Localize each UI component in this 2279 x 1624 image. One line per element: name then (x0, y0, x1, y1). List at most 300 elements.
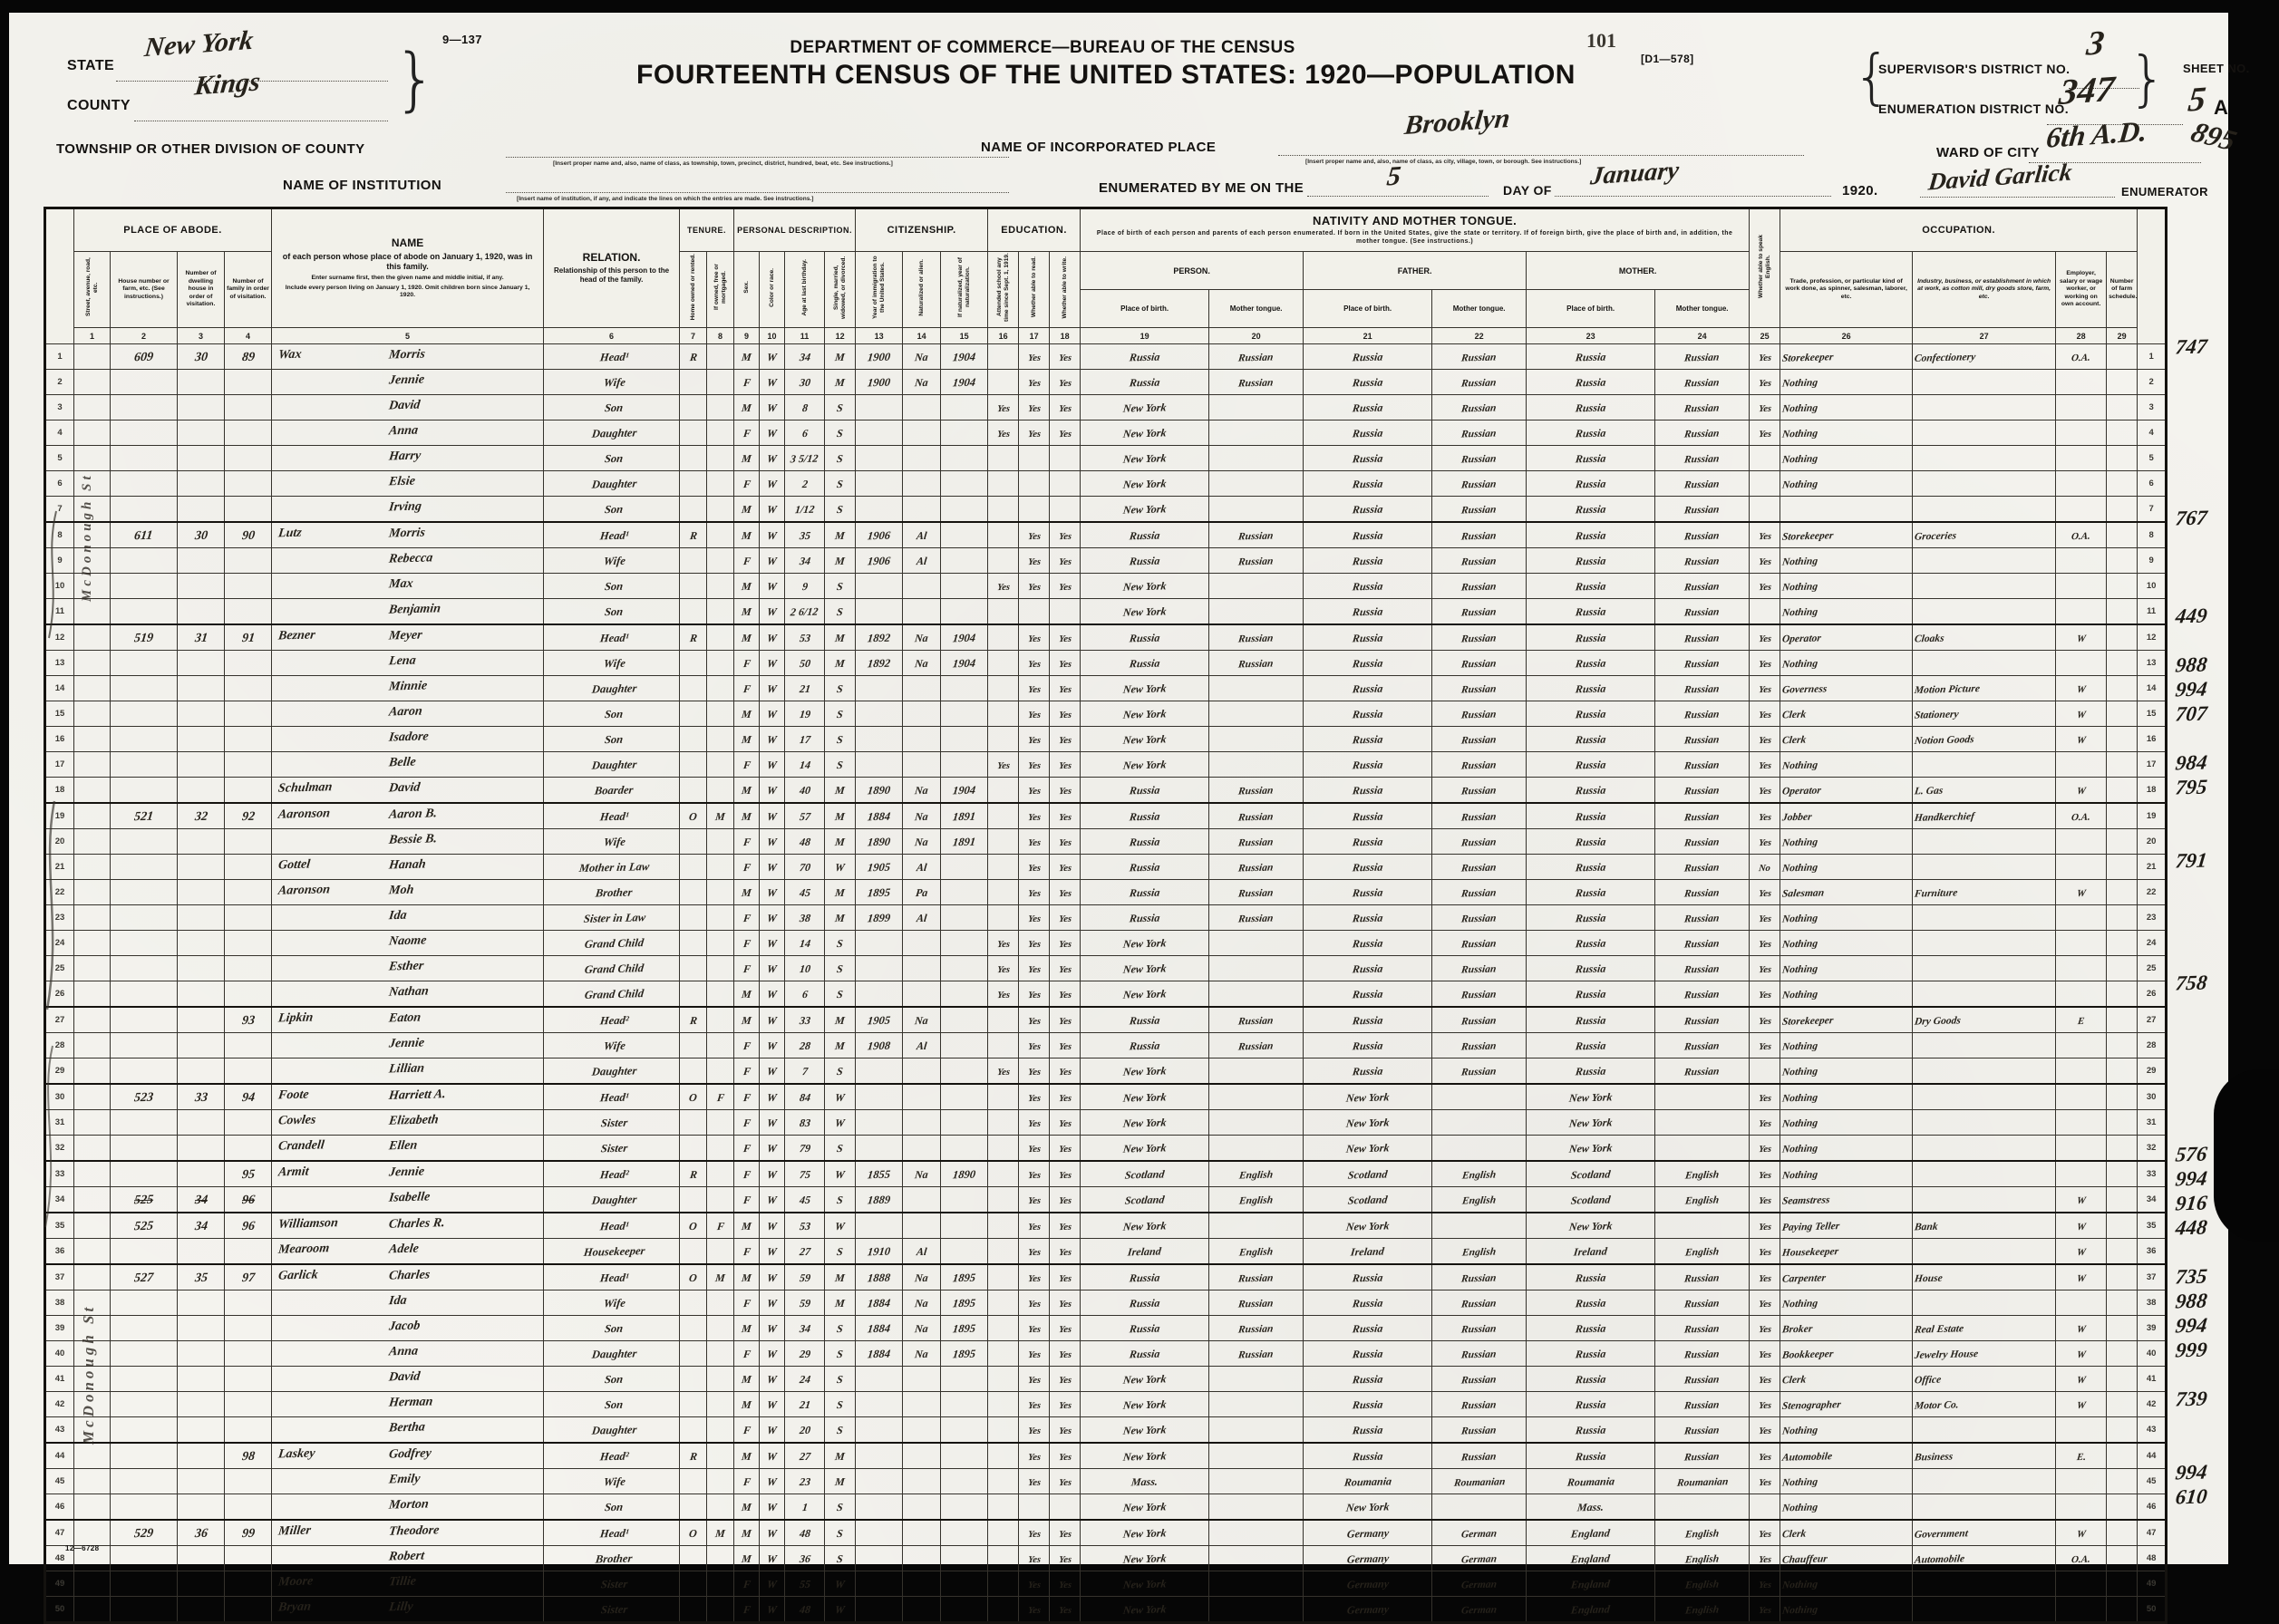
cell-pb: Russia (1081, 1290, 1209, 1316)
cell-pb: New York (1081, 676, 1209, 701)
cell-imm: 1900 (856, 370, 903, 395)
cell-write: Yes (1050, 1007, 1081, 1033)
cell-emp: O.A. (2056, 344, 2107, 370)
cell-ft: Russian (1432, 1341, 1527, 1367)
cell-sch (988, 1161, 1019, 1187)
cell-name: Belle (272, 752, 544, 778)
cell-ten1 (680, 931, 707, 956)
cell-name: Crandell Ellen (272, 1136, 544, 1162)
cell-emp: W (2056, 1187, 2107, 1213)
cell-natyr (941, 931, 988, 956)
cell-write: Yes (1050, 829, 1081, 855)
cell-mt: Russian (1655, 1007, 1750, 1033)
cell-ten2 (707, 855, 734, 880)
cell-sch (988, 1110, 1019, 1136)
cell-mt: Russian (1655, 905, 1750, 931)
cell-mb: New York (1527, 1110, 1655, 1136)
cell-emp (2056, 1058, 2107, 1085)
table-row (45, 1520, 2167, 1546)
cell-ft: German (1432, 1597, 1527, 1623)
cell-pt: Russian (1209, 624, 1304, 651)
cell-color: W (760, 574, 785, 599)
cell-emp (2056, 956, 2107, 981)
cell-mt: English (1655, 1571, 1750, 1597)
cell-mar: S (825, 1136, 856, 1162)
cell-fam (225, 1392, 272, 1417)
cell-name: Laskey Godfrey (272, 1443, 544, 1469)
cell-mt: Russian (1655, 676, 1750, 701)
cell-ln: 39 (45, 1316, 74, 1341)
cell-mt: Russian (1655, 752, 1750, 778)
cell-read: Yes (1019, 370, 1050, 395)
cell-eng (1750, 446, 1780, 471)
cell-emp: O.A. (2056, 1546, 2107, 1571)
cell-ft: Russian (1432, 778, 1527, 804)
cell-ind (1913, 1239, 2056, 1265)
cell-write: Yes (1050, 1058, 1081, 1085)
cell-ten1 (680, 1469, 707, 1494)
cell-pb: New York (1081, 1084, 1209, 1110)
cell-mb: Russia (1527, 727, 1655, 752)
cell-sex: F (734, 1187, 760, 1213)
cell-read: Yes (1019, 701, 1050, 727)
cell-ten1 (680, 1494, 707, 1521)
cell-sex: M (734, 880, 760, 905)
cell-mt: Russian (1655, 880, 1750, 905)
cell-nat (903, 931, 941, 956)
cell-fam (225, 1290, 272, 1316)
cell-sch (988, 1546, 1019, 1571)
cell-mt: Russian (1655, 1417, 1750, 1444)
cell-ft: Russian (1432, 676, 1527, 701)
cell-read: Yes (1019, 1033, 1050, 1058)
cell-dwell: 30 (178, 522, 225, 548)
cell-sch (988, 1443, 1019, 1469)
cell-pt: Russian (1209, 1341, 1304, 1367)
cell-mt: Russian (1655, 344, 1750, 370)
cell-rel: Head¹ (544, 1264, 680, 1290)
cell-mb: Roumania (1527, 1469, 1655, 1494)
cell-imm: 1910 (856, 1239, 903, 1265)
cell-sch (988, 855, 1019, 880)
cell-write: Yes (1050, 624, 1081, 651)
cell-ln: 34 (45, 1187, 74, 1213)
cell-eng: Yes (1750, 1264, 1780, 1290)
cell-pb: New York (1081, 1597, 1209, 1623)
cell-fam (225, 1469, 272, 1494)
cell-write: Yes (1050, 1136, 1081, 1162)
cell-fam (225, 855, 272, 880)
cell-rel: Daughter (544, 1187, 680, 1213)
cell-ft: Russian (1432, 471, 1527, 497)
cell-eng: No (1750, 855, 1780, 880)
cell-age: 2 6/12 (785, 599, 825, 625)
cell-rel: Son (544, 701, 680, 727)
cell-rel: Son (544, 1494, 680, 1521)
cell-mb: Russia (1527, 1443, 1655, 1469)
state-value: New York (142, 24, 256, 63)
cell-ft: Russian (1432, 1417, 1527, 1444)
cell-dwell (178, 1341, 225, 1367)
cell-ten2: M (707, 1520, 734, 1546)
cell-fam (225, 548, 272, 574)
cell-natyr (941, 1520, 988, 1546)
cell-pt: Russian (1209, 344, 1304, 370)
cell-ln: 26 (45, 981, 74, 1008)
cell-mt: Russian (1655, 956, 1750, 981)
cell-sex: F (734, 956, 760, 981)
cell-pt: Russian (1209, 829, 1304, 855)
cell-lnR: 34 (2138, 1187, 2167, 1213)
cell-name: Emily (272, 1469, 544, 1494)
cell-mar: S (825, 497, 856, 523)
cell-pt (1209, 1597, 1304, 1623)
cell-color: W (760, 1571, 785, 1597)
cell-street (74, 599, 111, 625)
cell-ind: Dry Goods (1913, 1007, 2056, 1033)
cell-dwell: 34 (178, 1213, 225, 1239)
cell-natyr (941, 471, 988, 497)
cell-fb: Russia (1304, 548, 1432, 574)
cell-fam (225, 956, 272, 981)
cell-rel: Head¹ (544, 522, 680, 548)
cell-rel: Wife (544, 829, 680, 855)
col-naturalization-year-header: If naturalized, year of naturalization. (941, 252, 988, 328)
cell-pb: Mass. (1081, 1469, 1209, 1494)
cell-imm: 1906 (856, 522, 903, 548)
incorporated-note: [Insert proper name and, also, name of class, as city, village, town, or borough. See instructions.] (1305, 159, 1582, 165)
margin-number: 610 (2174, 1484, 2209, 1509)
cell-name: Minnie (272, 676, 544, 701)
cell-lnR: 36 (2138, 1239, 2167, 1265)
cell-age: 17 (785, 727, 825, 752)
cell-dwell (178, 651, 225, 676)
table-row (45, 574, 2167, 599)
cell-ind (1913, 1084, 2056, 1110)
cell-imm: 1888 (856, 1264, 903, 1290)
cell-lnR: 17 (2138, 752, 2167, 778)
cell-emp (2056, 471, 2107, 497)
cell-emp: W (2056, 1239, 2107, 1265)
cell-ft: Russian (1432, 497, 1527, 523)
cell-sch (988, 1597, 1019, 1623)
cell-natyr (941, 1033, 988, 1058)
table-row (45, 1213, 2167, 1239)
table-row (45, 855, 2167, 880)
cell-ten1: R (680, 1161, 707, 1187)
cell-ten1 (680, 497, 707, 523)
cell-ind (1913, 1136, 2056, 1162)
cell-color: W (760, 420, 785, 446)
cell-nat (903, 497, 941, 523)
cell-pb: New York (1081, 956, 1209, 981)
table-row (45, 1469, 2167, 1494)
cell-color: W (760, 395, 785, 420)
cell-fb: Russia (1304, 701, 1432, 727)
cell-age: 10 (785, 956, 825, 981)
cell-emp: W (2056, 1392, 2107, 1417)
table-row (45, 1290, 2167, 1316)
cell-sch (988, 446, 1019, 471)
cell-rel: Sister (544, 1136, 680, 1162)
cell-ln: 20 (45, 829, 74, 855)
cell-mb: Russia (1527, 497, 1655, 523)
cell-occ: Nothing (1780, 855, 1913, 880)
cell-nat (903, 752, 941, 778)
cell-ten2 (707, 1392, 734, 1417)
cell-lnR: 29 (2138, 1058, 2167, 1085)
cell-fb: Russia (1304, 1392, 1432, 1417)
cell-sch (988, 1367, 1019, 1392)
table-row (45, 1187, 2167, 1213)
group-occupation: OCCUPATION. (1780, 208, 2138, 252)
margin-number: 988 (2174, 652, 2209, 677)
cell-fb: Russia (1304, 905, 1432, 931)
cell-nat (903, 1084, 941, 1110)
cell-rel: Housekeeper (544, 1239, 680, 1265)
cell-rel: Head¹ (544, 1520, 680, 1546)
cell-pt (1209, 599, 1304, 625)
cell-street (74, 624, 111, 651)
cell-mb: Russia (1527, 548, 1655, 574)
cell-read: Yes (1019, 1084, 1050, 1110)
cell-rel: Son (544, 574, 680, 599)
cell-lnR: 7 (2138, 497, 2167, 523)
enumerator-value: David Garlick (1926, 158, 2074, 196)
cell-nat: Na (903, 829, 941, 855)
cell-rel: Head² (544, 1443, 680, 1469)
cell-eng: Yes (1750, 1392, 1780, 1417)
cell-ten2 (707, 344, 734, 370)
cell-pt: English (1209, 1239, 1304, 1265)
col-school-header: Attended school any time since Sept. 1, 1919. (988, 252, 1019, 328)
cell-natyr: 1890 (941, 1161, 988, 1187)
cell-write: Yes (1050, 1367, 1081, 1392)
cell-ln: 37 (45, 1264, 74, 1290)
column-number-14: 14 (903, 328, 941, 344)
cell-occ: Nothing (1780, 370, 1913, 395)
cell-house: 521 (111, 803, 178, 829)
cell-street (74, 651, 111, 676)
cell-eng: Yes (1750, 752, 1780, 778)
cell-read: Yes (1019, 931, 1050, 956)
cell-age: 55 (785, 1571, 825, 1597)
cell-lnR: 22 (2138, 880, 2167, 905)
cell-mb: Scotland (1527, 1187, 1655, 1213)
cell-mt: Russian (1655, 1290, 1750, 1316)
group-place-of-abode: PLACE OF ABODE. (74, 208, 272, 252)
cell-fb: Scotland (1304, 1161, 1432, 1187)
cell-dwell (178, 370, 225, 395)
cell-emp: W (2056, 701, 2107, 727)
cell-house (111, 1494, 178, 1521)
cell-dwell (178, 395, 225, 420)
cell-occ: Nothing (1780, 1417, 1913, 1444)
cell-dwell: 36 (178, 1520, 225, 1546)
cell-eng: Yes (1750, 395, 1780, 420)
cell-natyr: 1904 (941, 344, 988, 370)
cell-ind: Automobile (1913, 1546, 2056, 1571)
col-house-number-header: House number or farm, etc. (See instructions.) (111, 252, 178, 328)
cell-sex: F (734, 752, 760, 778)
cell-farm (2107, 1392, 2138, 1417)
cell-ind: House (1913, 1264, 2056, 1290)
cell-fb: New York (1304, 1213, 1432, 1239)
cell-lnR: 25 (2138, 956, 2167, 981)
column-number-26: 26 (1780, 328, 1913, 344)
cell-ind: Groceries (1913, 522, 2056, 548)
cell-pb: Russia (1081, 1033, 1209, 1058)
cell-eng: Yes (1750, 1316, 1780, 1341)
cell-name: Anna (272, 1341, 544, 1367)
cell-rel: Wife (544, 1033, 680, 1058)
cell-imm (856, 574, 903, 599)
cell-mb: Russia (1527, 803, 1655, 829)
cell-emp: W (2056, 1213, 2107, 1239)
cell-age: 21 (785, 1392, 825, 1417)
table-row (45, 1316, 2167, 1341)
cell-sex: F (734, 931, 760, 956)
cell-rel: Wife (544, 651, 680, 676)
cell-write: Yes (1050, 676, 1081, 701)
cell-write: Yes (1050, 344, 1081, 370)
cell-lnR: 3 (2138, 395, 2167, 420)
column-english-header: Whether able to speak English. (1750, 208, 1780, 328)
cell-dwell: 34 (178, 1187, 225, 1213)
cell-ln: 43 (45, 1417, 74, 1444)
cell-farm (2107, 880, 2138, 905)
cell-mb: Russia (1527, 370, 1655, 395)
cell-rel: Boarder (544, 778, 680, 804)
cell-fb: Russia (1304, 1316, 1432, 1341)
cell-read: Yes (1019, 1392, 1050, 1417)
cell-occ: Nothing (1780, 1571, 1913, 1597)
day-of-label: DAY OF (1503, 183, 1552, 198)
cell-natyr (941, 522, 988, 548)
cell-natyr (941, 446, 988, 471)
cell-fam (225, 1571, 272, 1597)
cell-read: Yes (1019, 1341, 1050, 1367)
cell-read: Yes (1019, 1239, 1050, 1265)
cell-fb: Germany (1304, 1520, 1432, 1546)
cell-pt (1209, 420, 1304, 446)
table-row (45, 931, 2167, 956)
cell-color: W (760, 676, 785, 701)
cell-ind (1913, 1161, 2056, 1187)
cell-name: Bertha (272, 1417, 544, 1444)
cell-name: Robert (272, 1546, 544, 1571)
cell-eng: Yes (1750, 905, 1780, 931)
cell-ln: 48 (45, 1546, 74, 1571)
cell-ten2 (707, 471, 734, 497)
table-row (45, 1392, 2167, 1417)
cell-write: Yes (1050, 1316, 1081, 1341)
cell-occ: Governess (1780, 676, 1913, 701)
cell-pb: New York (1081, 574, 1209, 599)
col-owned-rented-header: Home owned or rented. (680, 252, 707, 328)
group-tenure: TENURE. (680, 208, 734, 252)
cell-age: 19 (785, 701, 825, 727)
cell-color: W (760, 981, 785, 1008)
table-row (45, 1084, 2167, 1110)
cell-house (111, 1571, 178, 1597)
cell-mb: Russia (1527, 446, 1655, 471)
cell-ind: Motion Picture (1913, 676, 2056, 701)
cell-fam: 89 (225, 344, 272, 370)
cell-pb: New York (1081, 1136, 1209, 1162)
cell-name: Max (272, 574, 544, 599)
cell-age: 83 (785, 1110, 825, 1136)
cell-dwell (178, 981, 225, 1008)
cell-pb: Russia (1081, 624, 1209, 651)
cell-mb: Russia (1527, 395, 1655, 420)
cell-natyr (941, 1571, 988, 1597)
cell-read: Yes (1019, 1290, 1050, 1316)
cell-ind (1913, 905, 2056, 931)
cell-mt: English (1655, 1546, 1750, 1571)
cell-natyr (941, 1597, 988, 1623)
cell-pt: Russian (1209, 905, 1304, 931)
cell-pt: Russian (1209, 1007, 1304, 1033)
cell-read: Yes (1019, 676, 1050, 701)
table-row (45, 395, 2167, 420)
cell-occ: Nothing (1780, 905, 1913, 931)
table-row (45, 752, 2167, 778)
cell-house: 523 (111, 1084, 178, 1110)
cell-ft: Russian (1432, 1264, 1527, 1290)
cell-pt (1209, 1469, 1304, 1494)
cell-occ: Nothing (1780, 471, 1913, 497)
cell-mar: S (825, 1058, 856, 1085)
cell-pb: Russia (1081, 1007, 1209, 1033)
cell-imm: 1884 (856, 1316, 903, 1341)
cell-rel: Daughter (544, 420, 680, 446)
cell-pb: Russia (1081, 1316, 1209, 1341)
cell-mar: M (825, 803, 856, 829)
cell-fb: Russia (1304, 1007, 1432, 1033)
cell-farm (2107, 981, 2138, 1008)
cell-age: 34 (785, 1316, 825, 1341)
cell-write: Yes (1050, 778, 1081, 804)
cell-sex: F (734, 1136, 760, 1162)
cell-lnR: 44 (2138, 1443, 2167, 1469)
cell-mb: Russia (1527, 420, 1655, 446)
cell-name: Rebecca (272, 548, 544, 574)
cell-farm (2107, 701, 2138, 727)
cell-pt (1209, 956, 1304, 981)
cell-farm (2107, 1110, 2138, 1136)
cell-rel: Head¹ (544, 803, 680, 829)
col-immigration-header: Year of immigration to the United States. (856, 252, 903, 328)
cell-farm (2107, 497, 2138, 523)
cell-emp (2056, 1110, 2107, 1136)
cell-read (1019, 497, 1050, 523)
cell-ten1: O (680, 1084, 707, 1110)
cell-occ: Housekeeper (1780, 1239, 1913, 1265)
cell-eng: Yes (1750, 1007, 1780, 1033)
cell-write: Yes (1050, 1187, 1081, 1213)
margin-number: 707 (2174, 701, 2209, 726)
cell-color: W (760, 344, 785, 370)
incorporated-line (1278, 154, 1804, 156)
cell-name: Morton (272, 1494, 544, 1521)
cell-read: Yes (1019, 1110, 1050, 1136)
cell-age: 8 (785, 395, 825, 420)
cell-ft: Russian (1432, 1443, 1527, 1469)
cell-fb: Russia (1304, 370, 1432, 395)
cell-eng: Yes (1750, 522, 1780, 548)
cell-rel: Son (544, 1392, 680, 1417)
